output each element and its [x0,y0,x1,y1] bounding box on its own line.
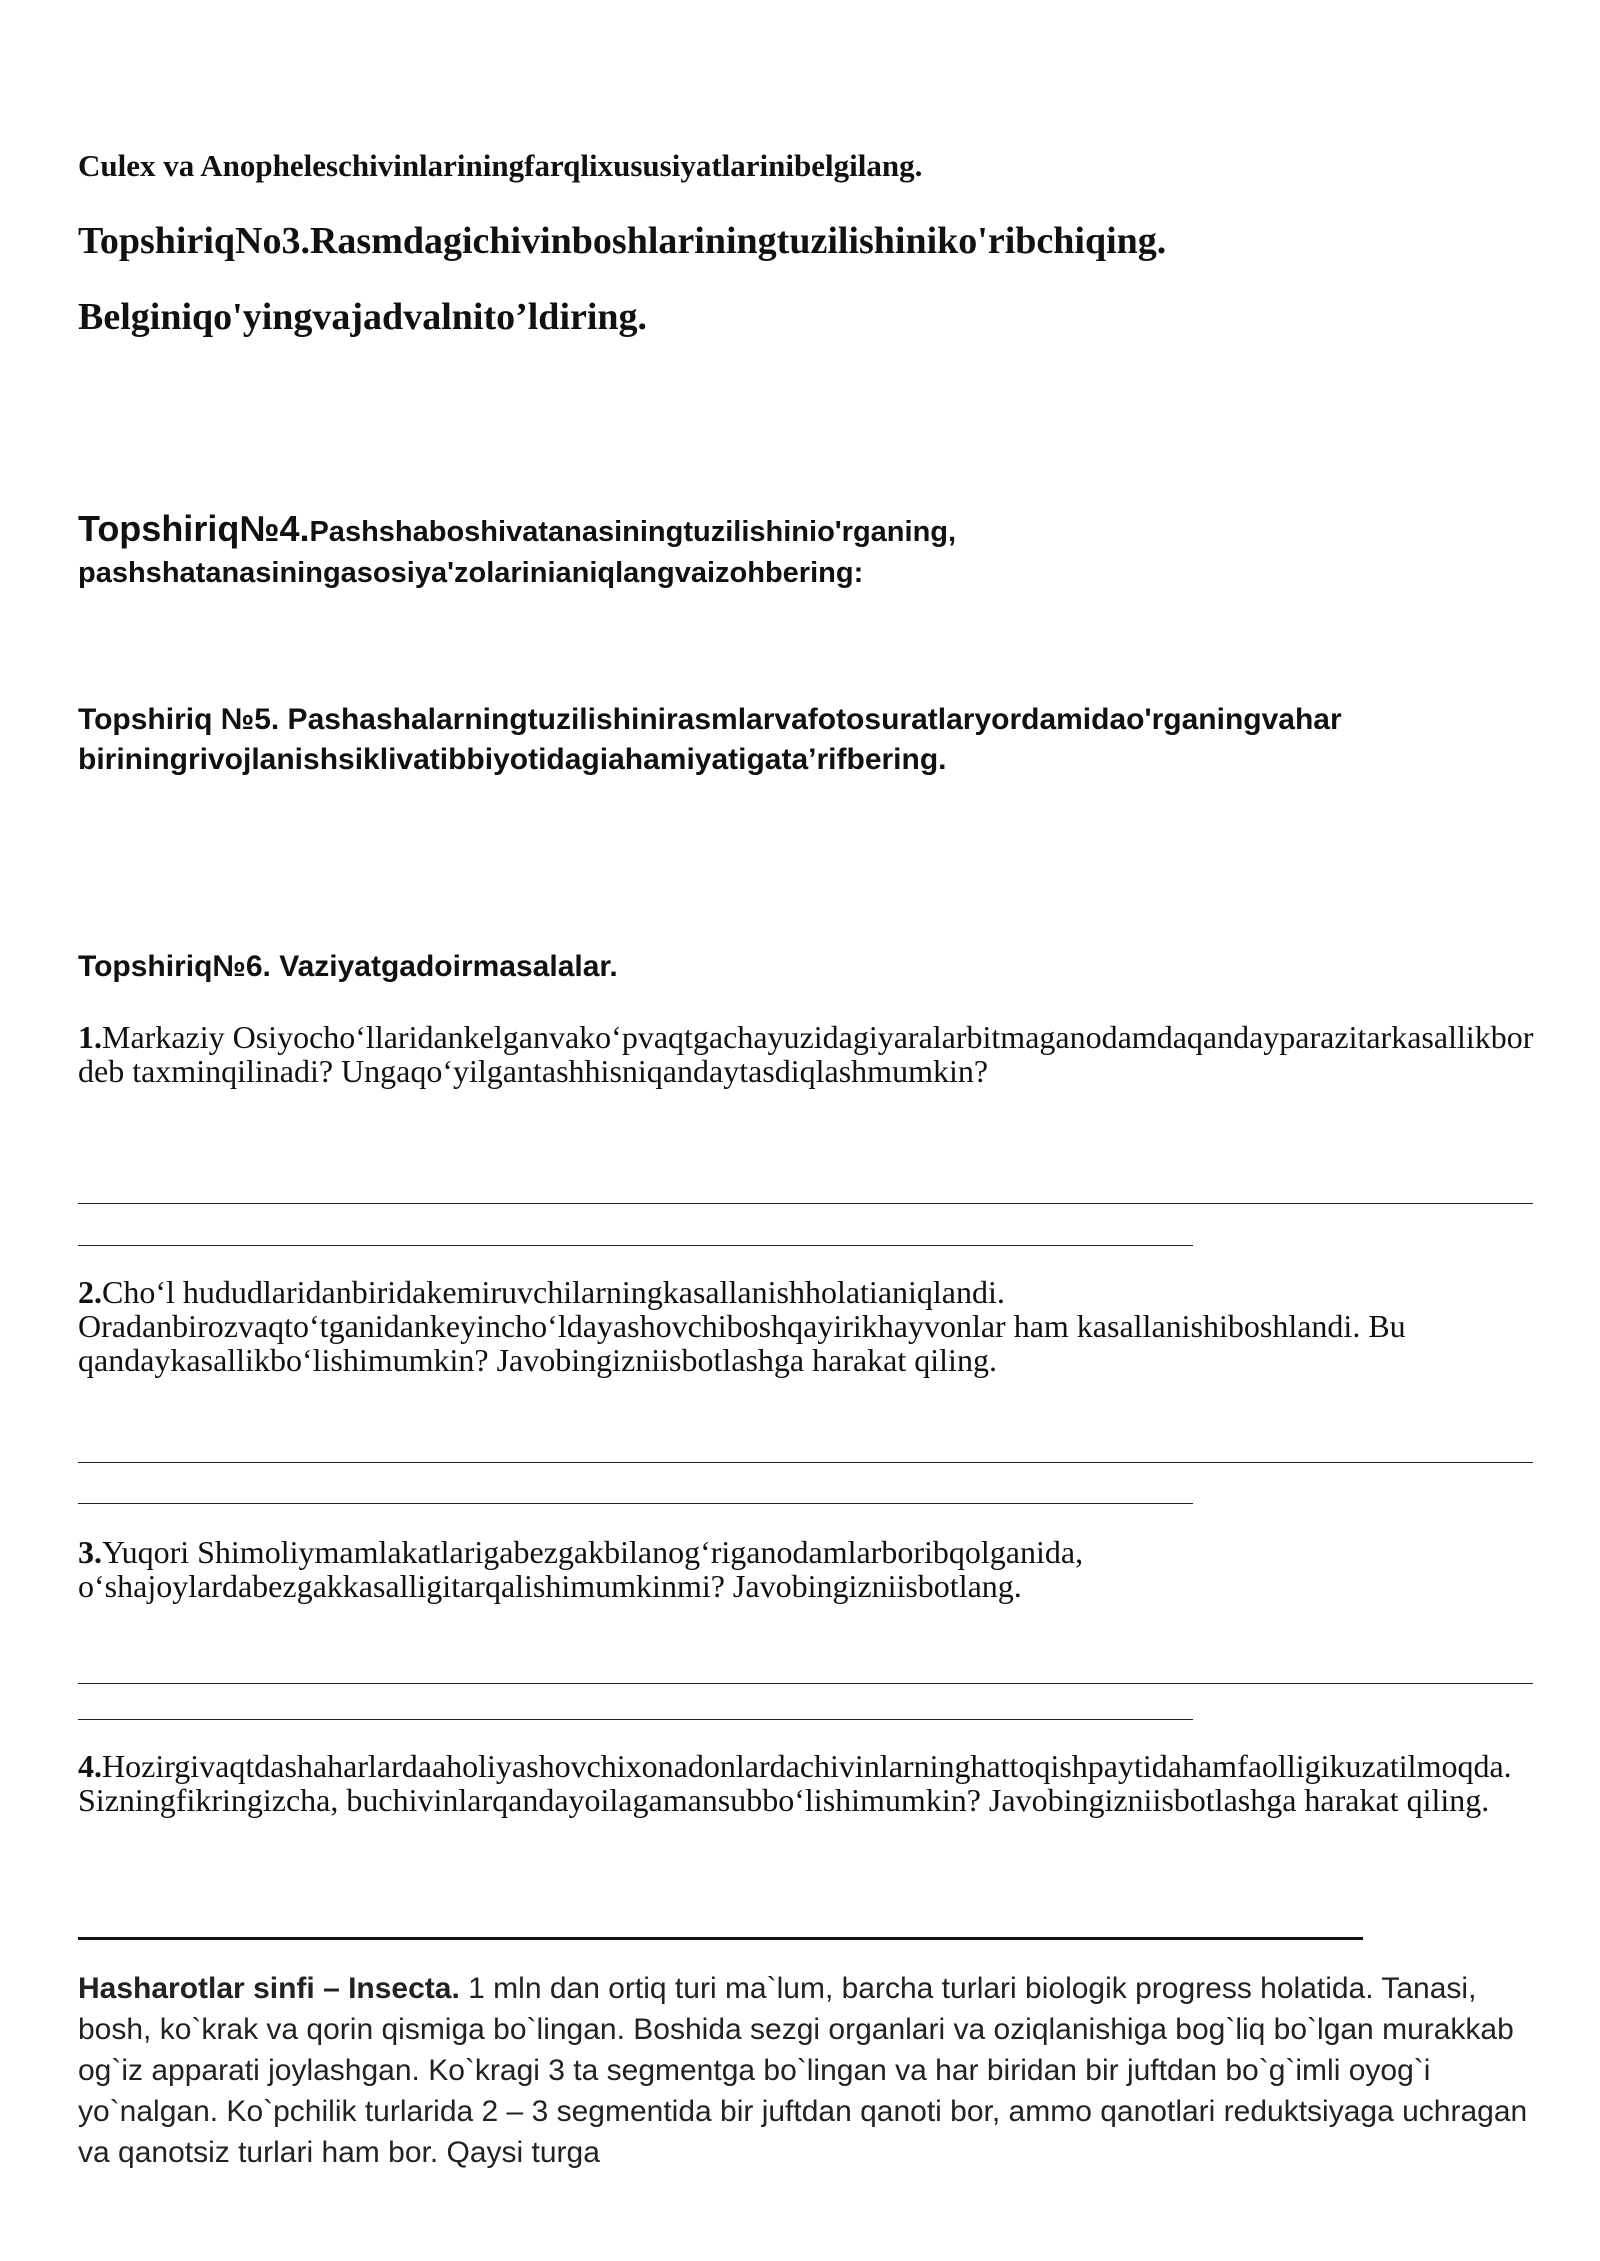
question-2 [78,1275,1538,1377]
answer-line[interactable] [78,1683,1533,1684]
task4-text: Pashshaboshivatanasiningtuzilishinio'rganing, pashshatanasiningasosiya'zolarinianiqlangvaizohbering: [78,516,957,589]
answer-line[interactable] [78,1245,1193,1246]
question-number: 2. [78,1274,102,1310]
question-number: 3. [78,1534,102,1570]
answer-line[interactable] [78,1937,1363,1940]
insecta-paragraph [78,1968,1548,2173]
question-text: Yuqori Shimoliymamlakatlarigabezgakbilanog‘riganodamlarboribqolganida, o‘shajoylardabezgakkasalligitarqalishimumkinmi? Javobingizniisbotlang. [78,1534,1084,1604]
question-number: 4. [78,1748,102,1784]
answer-line[interactable] [78,1719,1193,1720]
insecta-text: 1 mln dan ortiq turi ma`lum, barcha turlari biologik progress holatida. Tanasi, bosh, ko`krak va qorin qismiga bo`lingan. Boshida sezgi organlari va oziqlanishiga bog`liq bo`lgan murakkab og`iz apparati joylashgan. Ko`kragi 3 ta segmentga bo`lingan va har biridan bir juftdan bo`g`imli oyog`i yo`nalgan. Ko`pchilik turlarida 2 – 3 segmentida bir juftdan qanoti bor, ammo qanotlari reduktsiyaga uchragan va qanotsiz turlari ham bor. Qaysi turga [78,1972,1528,2169]
question-text: Hozirgivaqtdashaharlardaaholiyashovchixonadonlardachivinlarninghattoqishpaytidahamfaolligikuzatilmoqda. Sizningfikringizcha, buchivinlarqandayoilagamansubbo‘lishimumkin? Javobingizniisbotlashga harakat qiling. [78,1748,1512,1818]
insecta-heading: Hasharotlar sinfi – Insecta. [78,1972,460,2005]
task3-subtitle: Belginiqo'yingvajadvalnito’ldiring. [78,296,648,338]
answer-line[interactable] [78,1203,1533,1204]
question-1 [78,1020,1538,1088]
task6-title: Topshiriq№6. Vaziyatgadoirmasalalar. [78,950,618,983]
task-heading-culex: Culex va Anopheleschivinlariningfarqlixususiyatlarinibelgilang. [78,148,923,183]
answer-line[interactable] [78,1462,1533,1463]
task5-text: Topshiriq №5. Pashashalarningtuzilishinirasmlarvafotosuratlaryordamidao'rganingvahar biriningrivojlanishsiklivatibbiyotidagiahamiyatigata’rifbering. [78,703,1342,776]
question-text: Markaziy Osiyocho‘llaridankelganvako‘pvaqtgachayuzidagiyaralarbitmaganodamdaqandayparazitarkasallikbor deb taxminqilinadi? Ungaqo‘yilgantashhisniqandaytasdiqlashmumkin? [78,1019,1534,1089]
question-number: 1. [78,1019,102,1055]
task4-lead: Topshiriq№4. [78,508,310,549]
question-3 [78,1535,1538,1603]
question-4 [78,1749,1538,1817]
answer-line[interactable] [78,1503,1193,1504]
question-text: Cho‘l hududlaridanbiridakemiruvchilarningkasallanishholatianiqlandi. Oradanbirozvaqto‘tganidankeyincho‘ldayashovchiboshqayirikhayvonlar ham kasallanishiboshlandi. Bu qandaykasallikbo‘lishimumkin? Javobingizniisbotlashga harakat qiling. [78,1274,1406,1378]
task3-title: TopshiriqNo3.Rasmdagichivinboshlariningtuzilishiniko'ribchiqing. [78,220,1167,262]
task4-block [78,508,1538,594]
